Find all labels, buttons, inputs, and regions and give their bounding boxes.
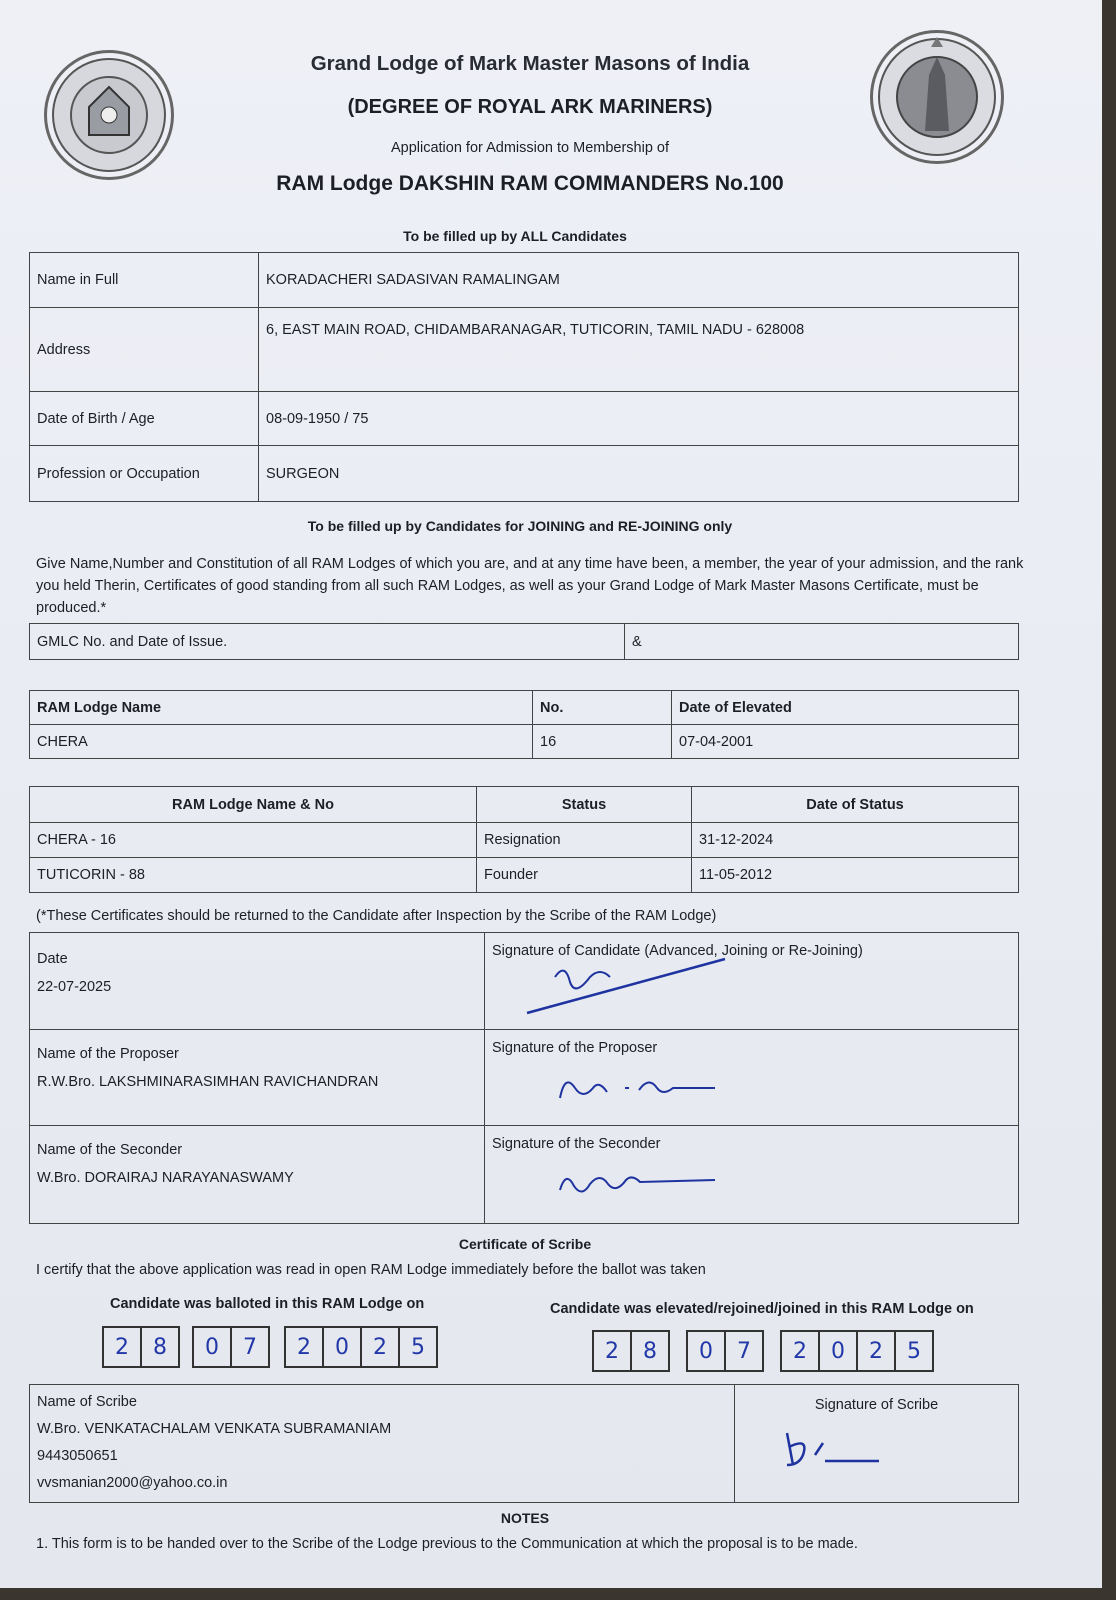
profession-label: Profession or Occupation <box>30 446 259 502</box>
scribe-details-table <box>29 1384 1019 1503</box>
notes-item: 1. This form is to be handed over to the Scribe of the Lodge previous to the Communication at which the proposal is to be made. <box>36 1536 858 1552</box>
status-lodge-cell: TUTICORIN - 88 <box>30 858 477 893</box>
balloted-digit-box: 2 <box>284 1326 324 1368</box>
address-value: 6, EAST MAIN ROAD, CHIDAMBARANAGAR, TUTICORIN, TAMIL NADU - 628008 <box>259 308 1019 392</box>
lodge-name-header: RAM Lodge Name <box>30 691 533 725</box>
candidate-signature-mark <box>525 957 745 1017</box>
balloted-digit-box: 0 <box>192 1326 232 1368</box>
seconder-name-value: W.Bro. DORAIRAJ NARAYANASWAMY <box>37 1170 294 1186</box>
degree-title: (DEGREE OF ROYAL ARK MARINERS) <box>347 96 713 118</box>
proposer-signature-mark <box>555 1068 755 1108</box>
gmlc-label: GMLC No. and Date of Issue. <box>30 624 625 660</box>
scribe-name-label: Name of Scribe <box>37 1394 137 1410</box>
candidate-details-table <box>29 252 1019 502</box>
elevated-label: Candidate was elevated/rejoined/joined in this RAM Lodge on <box>550 1301 974 1317</box>
elevated-digit-box: 0 <box>686 1330 726 1372</box>
seconder-signature-mark <box>555 1162 755 1202</box>
status-lodge-header: RAM Lodge Name & No <box>30 787 477 823</box>
balloted-digit-box: 8 <box>140 1326 180 1368</box>
scribe-certification: I certify that the above application was read in open RAM Lodge immediately before the ballot was taken <box>36 1262 706 1278</box>
elevated-digit-box: 2 <box>780 1330 820 1372</box>
name-label: Name in Full <box>30 253 259 308</box>
lodge-status-table <box>29 786 1019 893</box>
application-subtitle: Application for Admission to Membership of <box>390 140 670 156</box>
signatures-table <box>29 932 1019 1224</box>
elevated-digit-box: 2 <box>856 1330 896 1372</box>
seconder-name-label: Name of the Seconder <box>37 1142 183 1158</box>
scribe-name-value: W.Bro. VENKATACHALAM VENKATA SUBRAMANIAM <box>37 1421 392 1437</box>
date-elevated-header: Date of Elevated <box>672 691 1019 725</box>
status-cell: Resignation <box>477 823 692 858</box>
proposer-signature-label: Signature of the Proposer <box>492 1040 658 1056</box>
proposer-name-label: Name of the Proposer <box>37 1046 179 1062</box>
elevated-digit-box: 7 <box>724 1330 764 1372</box>
lodge-no-header: No. <box>533 691 672 725</box>
lodge-name-cell: CHERA <box>30 725 533 759</box>
ram-lodge-table <box>29 690 1019 759</box>
date-of-status-cell: 31-12-2024 <box>692 823 1019 858</box>
regional-grand-mark-lodge-seal-right <box>870 30 1004 164</box>
table-row <box>30 858 1019 893</box>
profession-value: SURGEON <box>259 446 1019 502</box>
scribe-phone: 9443050651 <box>37 1448 118 1464</box>
scribe-signature-label: Signature of Scribe <box>814 1397 939 1413</box>
elevated-digit-box: 0 <box>818 1330 858 1372</box>
dob-label: Date of Birth / Age <box>30 392 259 446</box>
elevated-digit-box: 2 <box>592 1330 632 1372</box>
balloted-digit-box: 5 <box>398 1326 438 1368</box>
lodge-no-cell: 16 <box>533 725 672 759</box>
section-joining: To be filled up by Candidates for JOINING and RE-JOINING only <box>307 518 733 534</box>
status-header: Status <box>477 787 692 823</box>
address-label: Address <box>30 308 259 392</box>
lodge-title: RAM Lodge DAKSHIN RAM COMMANDERS No.100 <box>276 172 784 195</box>
org-title: Grand Lodge of Mark Master Masons of India <box>310 52 750 75</box>
scribe-email: vvsmanian2000@yahoo.co.in <box>37 1475 228 1491</box>
date-elevated-cell: 07-04-2001 <box>672 725 1019 759</box>
candidate-signature-label: Signature of Candidate (Advanced, Joining or Re-Joining) <box>492 943 863 959</box>
status-lodge-cell: CHERA - 16 <box>30 823 477 858</box>
certificate-of-scribe-heading: Certificate of Scribe <box>458 1236 592 1252</box>
notes-heading: NOTES <box>500 1510 550 1526</box>
elevated-digit-box: 5 <box>894 1330 934 1372</box>
date-of-status-cell: 11-05-2012 <box>692 858 1019 893</box>
name-value: KORADACHERI SADASIVAN RAMALINGAM <box>259 253 1019 308</box>
scribe-signature-mark <box>779 1425 899 1471</box>
status-cell: Founder <box>477 858 692 893</box>
certificates-note: (*These Certificates should be returned to the Candidate after Inspection by the Scribe of the RAM Lodge) <box>36 908 717 924</box>
elevated-digit-box: 8 <box>630 1330 670 1372</box>
table-row <box>30 823 1019 858</box>
section-all-candidates: To be filled up by ALL Candidates <box>403 228 627 244</box>
grand-lodge-seal-left <box>44 50 174 180</box>
balloted-digit-box: 7 <box>230 1326 270 1368</box>
gmlc-table <box>29 623 1019 660</box>
balloted-digit-box: 2 <box>102 1326 142 1368</box>
seconder-signature-label: Signature of the Seconder <box>492 1136 661 1152</box>
balloted-label: Candidate was balloted in this RAM Lodge on <box>110 1296 425 1312</box>
table-row <box>30 725 1019 759</box>
proposer-name-value: R.W.Bro. LAKSHMINARASIMHAN RAVICHANDRAN <box>37 1074 379 1090</box>
date-label: Date <box>37 951 68 967</box>
dob-value: 08-09-1950 / 75 <box>259 392 1019 446</box>
balloted-digit-box: 2 <box>360 1326 400 1368</box>
date-value: 22-07-2025 <box>37 979 112 995</box>
gmlc-value: & <box>625 624 1019 660</box>
joining-instructions: Give Name,Number and Constitution of all RAM Lodges of which you are, and at any time have been, a member, the year of your admission, and the rank you held Therin, Certificates of good standing from all such RAM Lodges, as well as your Grand Lodge of Mark Master Masons Certificate, must be produced.* <box>36 556 1024 616</box>
date-of-status-header: Date of Status <box>692 787 1019 823</box>
balloted-digit-box: 0 <box>322 1326 362 1368</box>
